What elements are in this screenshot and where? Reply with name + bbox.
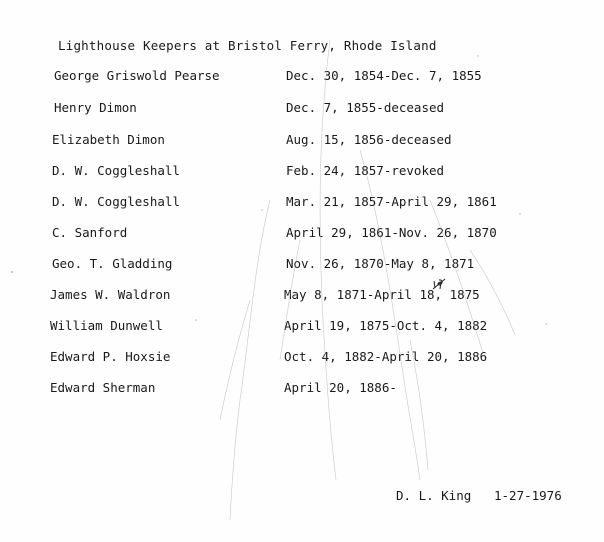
keeper-dates: April 19, 1875-Oct. 4, 1882 [284, 318, 488, 333]
keeper-name: C. Sanford [52, 225, 128, 240]
keeper-dates: Mar. 21, 1857-April 29, 1861 [286, 194, 497, 209]
keeper-name: George Griswold Pearse [54, 68, 220, 83]
keeper-dates: Oct. 4, 1882-April 20, 1886 [284, 349, 488, 364]
keeper-row [0, 132, 604, 150]
document-title: Lighthouse Keepers at Bristol Ferry, Rhode Island [58, 38, 437, 53]
keeper-dates: May 8, 1871-April 18, 1875 [284, 287, 480, 302]
keeper-name: D. W. Coggleshall [52, 163, 180, 178]
keeper-name: D. W. Coggleshall [52, 194, 180, 209]
keeper-name: Elizabeth Dimon [52, 132, 165, 147]
keeper-name: Geo. T. Gladding [52, 256, 173, 271]
keeper-dates: Aug. 15, 1856-deceased [286, 132, 452, 147]
keeper-row [0, 194, 604, 212]
keeper-row [0, 68, 604, 86]
keeper-row [0, 163, 604, 181]
handwritten-correction-mark [430, 277, 450, 299]
keeper-dates: April 20, 1886- [284, 380, 397, 395]
signature-date: 1-27-1976 [494, 488, 562, 503]
keeper-name: James W. Waldron [50, 287, 171, 302]
keeper-dates: Feb. 24, 1857-revoked [286, 163, 445, 178]
keeper-row [0, 256, 604, 274]
keeper-name: Edward P. Hoxsie [50, 349, 171, 364]
keeper-row [0, 349, 604, 367]
keeper-dates: Dec. 30, 1854-Dec. 7, 1855 [286, 68, 482, 83]
keeper-dates: Nov. 26, 1870-May 8, 1871 [286, 256, 475, 271]
keeper-dates: Dec. 7, 1855-deceased [286, 100, 445, 115]
signature-name: D. L. King [396, 488, 472, 503]
keeper-name: Edward Sherman [50, 380, 156, 395]
keeper-row [0, 380, 604, 398]
keeper-dates: April 29, 1861-Nov. 26, 1870 [286, 225, 497, 240]
keeper-name: Henry Dimon [54, 100, 137, 115]
keeper-row [0, 287, 604, 305]
keeper-row [0, 225, 604, 243]
keeper-row [0, 100, 604, 118]
keeper-name: William Dunwell [50, 318, 163, 333]
keeper-row [0, 318, 604, 336]
